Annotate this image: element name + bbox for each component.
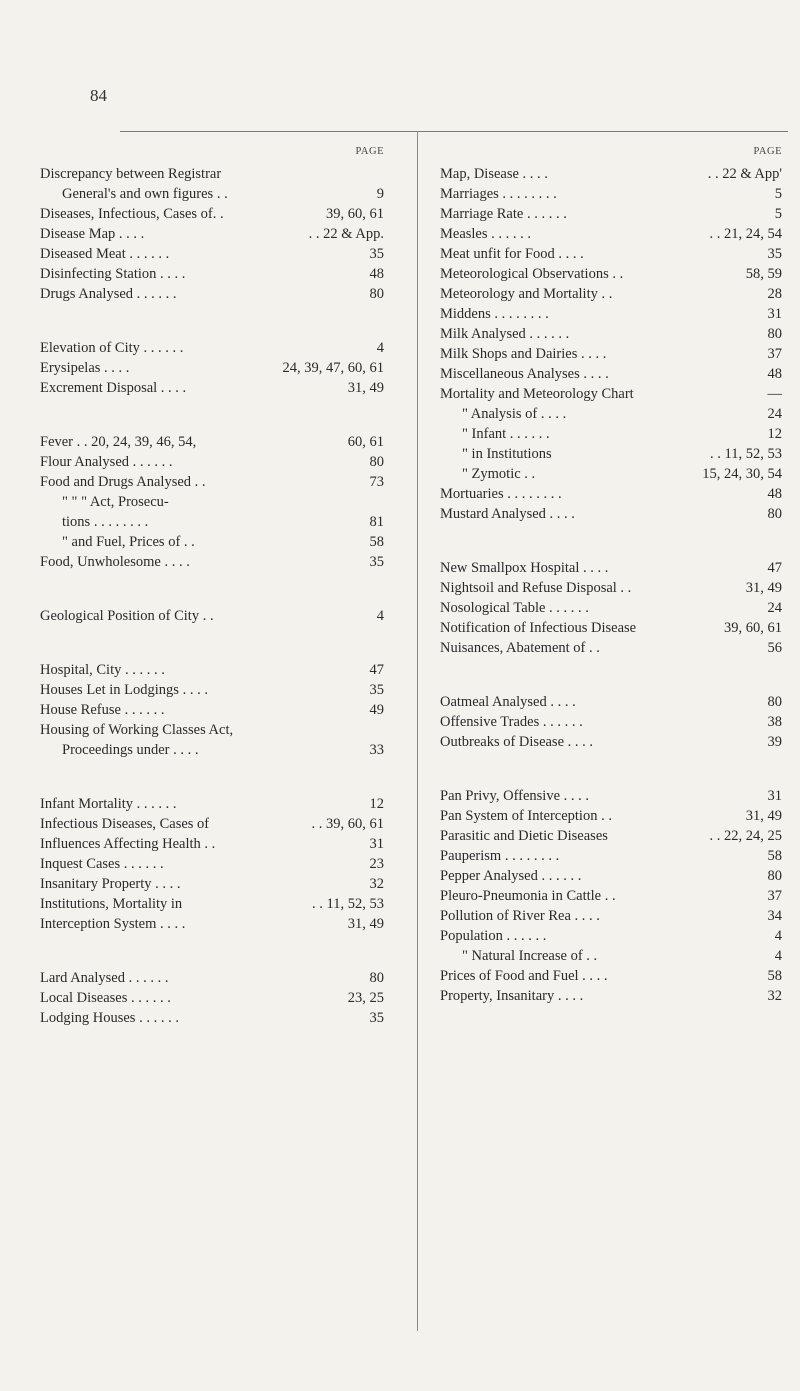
index-pages: 15, 24, 30, 54	[702, 466, 782, 482]
index-pages: 39, 60, 61	[326, 206, 384, 222]
index-pages: 80	[767, 694, 782, 710]
index-pages: 34	[767, 908, 782, 924]
index-entry	[40, 680, 384, 700]
index-term: Middens . . . . . . . .	[440, 306, 549, 322]
index-term: tions . . . . . . . .	[62, 514, 149, 530]
index-entry	[440, 424, 782, 444]
index-term: Meteorological Observations . .	[440, 266, 624, 282]
index-entry	[40, 968, 384, 988]
index-entry	[440, 926, 782, 946]
index-term: Influences Affecting Health . .	[40, 836, 216, 852]
index-entry	[440, 304, 782, 324]
index-pages: 58	[369, 534, 384, 550]
index-term: Excrement Disposal . . . .	[40, 380, 187, 396]
index-pages: 4	[376, 340, 384, 356]
index-term: General's and own figures . .	[62, 186, 228, 202]
index-term: Miscellaneous Analyses . . . .	[440, 366, 609, 382]
page-number: 84	[90, 86, 107, 105]
index-term: " Natural Increase of . .	[462, 948, 598, 964]
index-entry	[40, 512, 384, 532]
index-pages: 33	[369, 742, 384, 758]
index-pages: 60, 61	[347, 434, 384, 450]
index-pages: 35	[369, 246, 384, 262]
index-term: Inquest Cases . . . . . .	[40, 856, 164, 872]
top-rule	[120, 131, 788, 132]
index-section	[440, 558, 782, 658]
index-term: New Smallpox Hospital . . . .	[440, 560, 609, 576]
index-term: Food and Drugs Analysed . .	[40, 474, 206, 490]
index-term: " Analysis of . . . .	[462, 406, 567, 422]
index-term: " Zymotic . .	[462, 466, 536, 482]
index-pages: 12	[369, 796, 384, 812]
index-pages: 35	[369, 1010, 384, 1026]
index-pages: 80	[369, 970, 384, 986]
index-term: Notification of Infectious Disease	[440, 620, 637, 636]
index-pages: 4	[376, 608, 384, 624]
index-entry	[440, 692, 782, 712]
index-pages: 48	[369, 266, 384, 282]
index-term: Nosological Table . . . . . .	[440, 600, 589, 616]
index-section	[40, 164, 384, 304]
index-pages: 31, 49	[347, 380, 384, 396]
index-pages: —	[767, 386, 782, 402]
index-entry	[440, 204, 782, 224]
index-entry	[440, 598, 782, 618]
index-section	[40, 794, 384, 934]
index-term: Food, Unwholesome . . . .	[40, 554, 190, 570]
index-pages: 58	[767, 848, 782, 864]
index-pages: 47	[767, 560, 782, 576]
index-term: " " " Act, Prosecu-	[62, 494, 169, 510]
index-pages: 24, 39, 47, 60, 61	[282, 360, 384, 376]
index-entry	[440, 986, 782, 1006]
index-entry	[40, 204, 384, 224]
index-term: Marriage Rate . . . . . .	[440, 206, 567, 222]
index-pages: 12	[767, 426, 782, 442]
index-term: Hospital, City . . . . . .	[40, 662, 165, 678]
index-pages: 5	[774, 186, 782, 202]
index-pages: 80	[369, 286, 384, 302]
index-entry	[40, 606, 384, 626]
index-entry	[440, 244, 782, 264]
index-entry	[440, 364, 782, 384]
index-entry	[440, 164, 782, 184]
index-entry	[40, 492, 384, 512]
index-pages: . . 22 & App'	[707, 166, 782, 182]
index-pages: 58	[767, 968, 782, 984]
index-term: Map, Disease . . . .	[440, 166, 548, 182]
index-entry	[440, 966, 782, 986]
index-entry	[440, 786, 782, 806]
index-term: Pauperism . . . . . . . .	[440, 848, 560, 864]
index-entry	[440, 284, 782, 304]
index-term: Lodging Houses . . . . . .	[40, 1010, 179, 1026]
index-term: Pepper Analysed . . . . . .	[440, 868, 582, 884]
index-column-left	[40, 146, 384, 1062]
index-entry	[40, 814, 384, 834]
index-entry	[40, 452, 384, 472]
index-entry	[440, 224, 782, 244]
index-entry	[40, 164, 384, 184]
index-pages: 58, 59	[745, 266, 782, 282]
index-term: Offensive Trades . . . . . .	[440, 714, 583, 730]
index-entry	[40, 794, 384, 814]
index-pages: 35	[767, 246, 782, 262]
index-pages: 48	[767, 486, 782, 502]
index-section	[40, 660, 384, 760]
index-pages: 81	[369, 514, 384, 530]
page-column-label: PAGE	[355, 146, 384, 157]
index-entry	[440, 732, 782, 752]
index-pages: 31	[369, 836, 384, 852]
index-entry	[440, 618, 782, 638]
index-entry	[40, 1008, 384, 1028]
index-term: Diseased Meat . . . . . .	[40, 246, 170, 262]
index-pages: . . 11, 52, 53	[312, 896, 384, 912]
index-entry	[440, 712, 782, 732]
index-pages: 32	[369, 876, 384, 892]
index-pages: 31, 49	[745, 808, 782, 824]
index-entry	[440, 886, 782, 906]
index-term: " and Fuel, Prices of . .	[62, 534, 195, 550]
index-entry	[440, 826, 782, 846]
index-term: Discrepancy between Registrar	[40, 166, 222, 182]
index-entry	[440, 578, 782, 598]
index-pages: . . 22, 24, 25	[709, 828, 782, 844]
index-term: Insanitary Property . . . .	[40, 876, 181, 892]
index-entry	[440, 906, 782, 926]
index-pages: 35	[369, 554, 384, 570]
index-entry	[440, 504, 782, 524]
index-term: Drugs Analysed . . . . . .	[40, 286, 177, 302]
index-section	[440, 164, 782, 524]
index-pages: . . 39, 60, 61	[311, 816, 384, 832]
index-term: Nuisances, Abatement of . .	[440, 640, 600, 656]
index-entry	[440, 184, 782, 204]
index-entry	[40, 914, 384, 934]
index-pages: 5	[774, 206, 782, 222]
index-term: Property, Insanitary . . . .	[440, 988, 584, 1004]
index-term: Nightsoil and Refuse Disposal . .	[440, 580, 632, 596]
index-entry	[40, 700, 384, 720]
index-pages: 4	[774, 948, 782, 964]
index-term: Mustard Analysed . . . .	[440, 506, 575, 522]
index-pages: 39, 60, 61	[724, 620, 782, 636]
index-term: Measles . . . . . .	[440, 226, 532, 242]
index-pages: . . 22 & App.	[308, 226, 384, 242]
index-term: Population . . . . . .	[440, 928, 547, 944]
index-pages: 24	[767, 600, 782, 616]
index-entry	[40, 874, 384, 894]
index-pages: 24	[767, 406, 782, 422]
index-term: " in Institutions	[462, 446, 552, 462]
index-entry	[40, 432, 384, 452]
index-pages: 28	[767, 286, 782, 302]
index-pages: . . 11, 52, 53	[710, 446, 782, 462]
index-entry	[440, 866, 782, 886]
index-entry	[40, 894, 384, 914]
index-entry	[40, 854, 384, 874]
index-entry	[40, 532, 384, 552]
index-section	[40, 338, 384, 398]
index-entry	[40, 378, 384, 398]
index-term: Parasitic and Dietic Diseases	[440, 828, 608, 844]
index-entry	[440, 484, 782, 504]
index-term: Flour Analysed . . . . . .	[40, 454, 173, 470]
index-pages: 31	[767, 306, 782, 322]
index-pages: 23	[369, 856, 384, 872]
index-term: Disinfecting Station . . . .	[40, 266, 186, 282]
index-pages: 80	[767, 506, 782, 522]
index-entry	[40, 552, 384, 572]
index-pages: . . 21, 24, 54	[709, 226, 782, 242]
index-term: Disease Map . . . .	[40, 226, 145, 242]
index-term: House Refuse . . . . . .	[40, 702, 165, 718]
index-entry	[440, 464, 782, 484]
index-entry	[40, 184, 384, 204]
index-term: Institutions, Mortality in	[40, 896, 183, 912]
index-section	[40, 968, 384, 1028]
index-term: Infant Mortality . . . . . .	[40, 796, 177, 812]
column-divider	[417, 131, 418, 1331]
index-term: Mortuaries . . . . . . . .	[440, 486, 562, 502]
index-term: " Infant . . . . . .	[462, 426, 550, 442]
index-term: Pan System of Interception . .	[440, 808, 612, 824]
index-section	[440, 692, 782, 752]
index-entry	[440, 946, 782, 966]
index-term: Meat unfit for Food . . . .	[440, 246, 584, 262]
index-term: Pollution of River Rea . . . .	[440, 908, 600, 924]
index-entry	[40, 660, 384, 680]
index-pages: 38	[767, 714, 782, 730]
index-term: Elevation of City . . . . . .	[40, 340, 184, 356]
index-section	[40, 606, 384, 626]
index-section	[40, 432, 384, 572]
index-term: Pleuro-Pneumonia in Cattle . .	[440, 888, 616, 904]
index-pages: 48	[767, 366, 782, 382]
index-pages: 56	[767, 640, 782, 656]
index-entry	[440, 558, 782, 578]
index-pages: 23, 25	[347, 990, 384, 1006]
index-term: Diseases, Infectious, Cases of. .	[40, 206, 224, 222]
index-pages: 73	[369, 474, 384, 490]
index-pages: 49	[369, 702, 384, 718]
index-term: Outbreaks of Disease . . . .	[440, 734, 594, 750]
page-column-label: PAGE	[753, 146, 782, 157]
index-term: Mortality and Meteorology Chart	[440, 386, 634, 402]
index-column-right	[440, 146, 782, 1040]
index-entry	[40, 358, 384, 378]
index-section	[440, 786, 782, 1006]
index-pages: 80	[767, 326, 782, 342]
index-term: Interception System . . . .	[40, 916, 186, 932]
index-pages: 35	[369, 682, 384, 698]
index-pages: 31, 49	[745, 580, 782, 596]
index-entry	[40, 988, 384, 1008]
index-pages: 39	[767, 734, 782, 750]
index-term: Pan Privy, Offensive . . . .	[440, 788, 590, 804]
index-entry	[440, 344, 782, 364]
index-entry	[440, 264, 782, 284]
index-pages: 80	[767, 868, 782, 884]
index-pages: 80	[369, 454, 384, 470]
index-term: Milk Shops and Dairies . . . .	[440, 346, 607, 362]
index-term: Houses Let in Lodgings . . . .	[40, 682, 208, 698]
index-entry	[40, 264, 384, 284]
index-term: Erysipelas . . . .	[40, 360, 130, 376]
index-entry	[40, 224, 384, 244]
index-entry	[440, 806, 782, 826]
index-term: Local Diseases . . . . . .	[40, 990, 171, 1006]
index-pages: 31, 49	[347, 916, 384, 932]
index-pages: 47	[369, 662, 384, 678]
index-term: Fever . . 20, 24, 39, 46, 54,	[40, 434, 197, 450]
index-pages: 9	[376, 186, 384, 202]
index-entry	[440, 404, 782, 424]
index-term: Housing of Working Classes Act,	[40, 722, 234, 738]
index-term: Prices of Food and Fuel . . . .	[440, 968, 608, 984]
index-term: Proceedings under . . . .	[62, 742, 199, 758]
index-term: Lard Analysed . . . . . .	[40, 970, 169, 986]
index-term: Meteorology and Mortality . .	[440, 286, 613, 302]
index-entry	[40, 834, 384, 854]
index-entry	[40, 740, 384, 760]
index-entry	[40, 472, 384, 492]
index-pages: 37	[767, 888, 782, 904]
index-entry	[40, 284, 384, 304]
index-entry	[440, 846, 782, 866]
index-term: Geological Position of City . .	[40, 608, 214, 624]
index-pages: 37	[767, 346, 782, 362]
index-term: Milk Analysed . . . . . .	[440, 326, 570, 342]
index-entry	[40, 720, 384, 740]
index-entry	[440, 444, 782, 464]
index-term: Infectious Diseases, Cases of	[40, 816, 210, 832]
index-term: Marriages . . . . . . . .	[440, 186, 557, 202]
index-pages: 31	[767, 788, 782, 804]
index-term: Oatmeal Analysed . . . .	[440, 694, 576, 710]
index-entry	[40, 244, 384, 264]
index-pages: 4	[774, 928, 782, 944]
index-entry	[440, 324, 782, 344]
index-entry	[440, 384, 782, 404]
index-entry	[440, 638, 782, 658]
index-entry	[40, 338, 384, 358]
index-pages: 32	[767, 988, 782, 1004]
